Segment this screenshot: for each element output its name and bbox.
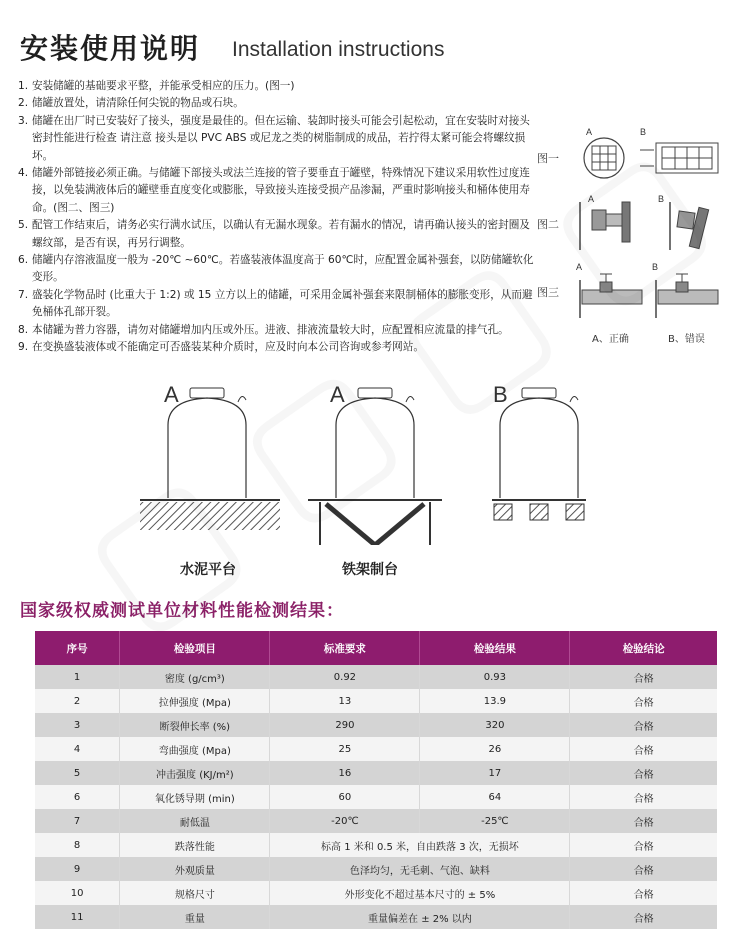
table-row [35, 737, 717, 761]
instruction-item [18, 252, 538, 287]
cell-standard: 标高 1 米和 0.5 米，自由跌落 3 次，无损坏 [270, 833, 570, 857]
figure-2-label: 图二 [537, 218, 559, 231]
instruction-item [18, 113, 538, 165]
cell-item: 重量 [120, 905, 270, 929]
cell-no: 7 [35, 809, 120, 833]
tank-on-blocks [492, 388, 586, 520]
tank-1-label: A [164, 382, 179, 407]
fig2-label-a: A [588, 194, 595, 204]
table-row [35, 833, 717, 857]
cell-standard: 色泽均匀，无毛刺、气泡、缺料 [270, 857, 570, 881]
cell-conclusion: 合格 [570, 809, 717, 833]
figure-2-drawing [574, 192, 724, 252]
tank-3-label: B [493, 382, 508, 407]
instruction-text: 在变换盛装液体或不能确定可否盛装某种介质时，应及时向本公司咨询或参考网站。 [32, 341, 424, 354]
instruction-number: 6. [18, 254, 29, 267]
cell-standard: 16 [270, 761, 420, 785]
figure-3-label: 图三 [537, 286, 559, 299]
cell-item: 弯曲强度 (Mpa) [120, 737, 270, 761]
cell-no: 10 [35, 881, 120, 905]
table-row [35, 665, 717, 689]
instruction-number: 5. [18, 219, 29, 232]
cell-no: 1 [35, 665, 120, 689]
cell-conclusion: 合格 [570, 785, 717, 809]
cell-standard: 290 [270, 713, 420, 737]
table-row [35, 785, 717, 809]
cell-conclusion: 合格 [570, 689, 717, 713]
cell-no: 5 [35, 761, 120, 785]
instruction-number: 4. [18, 167, 29, 180]
cell-no: 2 [35, 689, 120, 713]
results-table [35, 631, 717, 929]
instruction-number: 3. [18, 114, 29, 127]
fig3-label-b: B [652, 262, 659, 272]
cell-no: 11 [35, 905, 120, 929]
caption-wrong: B、错误 [668, 334, 705, 345]
col-header-item: 检验项目 [120, 631, 270, 665]
cell-no: 8 [35, 833, 120, 857]
instruction-item [18, 165, 538, 217]
cell-conclusion: 合格 [570, 665, 717, 689]
tank-diagrams [120, 380, 610, 545]
results-title: 国家级权威测试单位材料性能检测结果： [20, 601, 344, 621]
table-row [35, 713, 717, 737]
cell-standard: -20℃ [270, 809, 420, 833]
figure-1-label: 图一 [537, 152, 559, 165]
cell-item: 氧化锈导期 (min) [120, 785, 270, 809]
table-row [35, 905, 717, 929]
table-row [35, 809, 717, 833]
tank-concrete-platform [140, 388, 280, 530]
caption-iron-frame: 铁架制台 [342, 562, 398, 578]
cell-item: 跌落性能 [120, 833, 270, 857]
fig3-label-a: A [576, 262, 583, 272]
cell-no: 3 [35, 713, 120, 737]
figure-1-drawing [574, 125, 724, 187]
cell-item: 拉伸强度 (Mpa) [120, 689, 270, 713]
cell-conclusion: 合格 [570, 833, 717, 857]
fig1-label-a: A [586, 127, 593, 137]
instruction-text: 配管工作结束后，请务必实行满水试压，以确认有无漏水现象。若有漏水的情况，请再确认接头的密封圈及螺纹部，是否有误，再另行调整。 [32, 219, 530, 249]
cell-standard: 0.92 [270, 665, 420, 689]
cell-conclusion: 合格 [570, 713, 717, 737]
instruction-number: 7. [18, 288, 29, 301]
instruction-item [18, 322, 538, 339]
page-subtitle: Installation instructions [232, 38, 445, 61]
fig2-label-b: B [658, 194, 665, 204]
table-row [35, 881, 717, 905]
fig1-label-b: B [640, 127, 647, 137]
caption-correct: A、正确 [592, 334, 629, 345]
cell-item: 断裂伸长率 (%) [120, 713, 270, 737]
cell-result: 320 [420, 713, 570, 737]
instructions-list [18, 78, 538, 357]
cell-standard: 13 [270, 689, 420, 713]
cell-conclusion: 合格 [570, 881, 717, 905]
cell-conclusion: 合格 [570, 761, 717, 785]
page-title: 安装使用说明 [20, 32, 201, 65]
instruction-item [18, 95, 538, 112]
cell-result: 0.93 [420, 665, 570, 689]
col-header-conclusion: 检验结论 [570, 631, 717, 665]
cell-result: 17 [420, 761, 570, 785]
col-header-result: 检验结果 [420, 631, 570, 665]
instruction-number: 9. [18, 341, 29, 354]
instruction-item [18, 339, 538, 356]
figure-3-drawing [574, 260, 724, 322]
table-row [35, 689, 717, 713]
cell-no: 6 [35, 785, 120, 809]
cell-item: 耐低温 [120, 809, 270, 833]
caption-concrete-platform: 水泥平台 [180, 562, 236, 578]
instruction-number: 1. [18, 80, 29, 92]
tank-2-label: A [330, 382, 345, 407]
cell-result: 26 [420, 737, 570, 761]
cell-item: 外观质量 [120, 857, 270, 881]
cell-conclusion: 合格 [570, 905, 717, 929]
cell-item: 密度 (g/cm³) [120, 665, 270, 689]
instruction-text: 储罐外部链接必须正确。与储罐下部接头或法兰连接的管子要垂直于罐壁，特殊情况下建议采用软性过度连接，以免装满液体后的罐壁垂直度变化或膨胀，导致接头连接受损产品渗漏，严重时影响接头和桶体使用寿命。(图二、图三) [32, 167, 530, 214]
table-row [35, 761, 717, 785]
cell-conclusion: 合格 [570, 737, 717, 761]
cell-item: 规格尺寸 [120, 881, 270, 905]
instruction-text: 储罐在出厂时已安装好了接头，强度是最佳的。但在运输、装卸时接头可能会引起松动，宜在安装时对接头密封性能进行检查 请注意 接头是以 PVC ABS 或尼龙之类的树脂制成的成品，若拧得太紧可能会将螺纹损坏。 [32, 114, 530, 162]
instruction-text: 储罐放置处，请清除任何尖锐的物品或石块。 [32, 97, 244, 110]
instruction-number: 8. [18, 323, 29, 336]
instruction-text: 盛装化学物品时 (比重大于 1:2) 或 15 立方以上的储罐，可采用金属补强套来限制桶体的膨胀变形，从而避免桶体孔部开裂。 [32, 288, 533, 319]
instruction-item [18, 78, 538, 95]
cell-standard: 外形变化不超过基本尺寸的 ± 5% [270, 881, 570, 905]
cell-result: -25℃ [420, 809, 570, 833]
cell-standard: 60 [270, 785, 420, 809]
instruction-text: 本储罐为普力容器，请勿对储罐增加内压或外压。进液、排液流量较大时，应配置相应流量的排气孔。 [32, 323, 509, 336]
instruction-text: 安装储罐的基础要求平整，并能承受相应的压力。(图一) [32, 80, 295, 92]
cell-no: 9 [35, 857, 120, 881]
instruction-text: 储罐内存溶液温度一般为 -20℃ ~60℃。若盛装液体温度高于 60℃时，应配置金属补强套，以防储罐软化变形。 [32, 254, 534, 284]
col-header-no: 序号 [35, 631, 120, 665]
table-row [35, 857, 717, 881]
results-header-row [35, 631, 717, 665]
cell-no: 4 [35, 737, 120, 761]
cell-result: 64 [420, 785, 570, 809]
cell-standard: 25 [270, 737, 420, 761]
instruction-item [18, 217, 538, 252]
col-header-standard: 标准要求 [270, 631, 420, 665]
cell-item: 冲击强度 (KJ/m²) [120, 761, 270, 785]
instruction-item [18, 287, 538, 322]
cell-result: 13.9 [420, 689, 570, 713]
cell-standard: 重量偏差在 ± 2% 以内 [270, 905, 570, 929]
instruction-number: 2. [18, 97, 29, 110]
cell-conclusion: 合格 [570, 857, 717, 881]
tank-iron-frame [308, 388, 442, 545]
